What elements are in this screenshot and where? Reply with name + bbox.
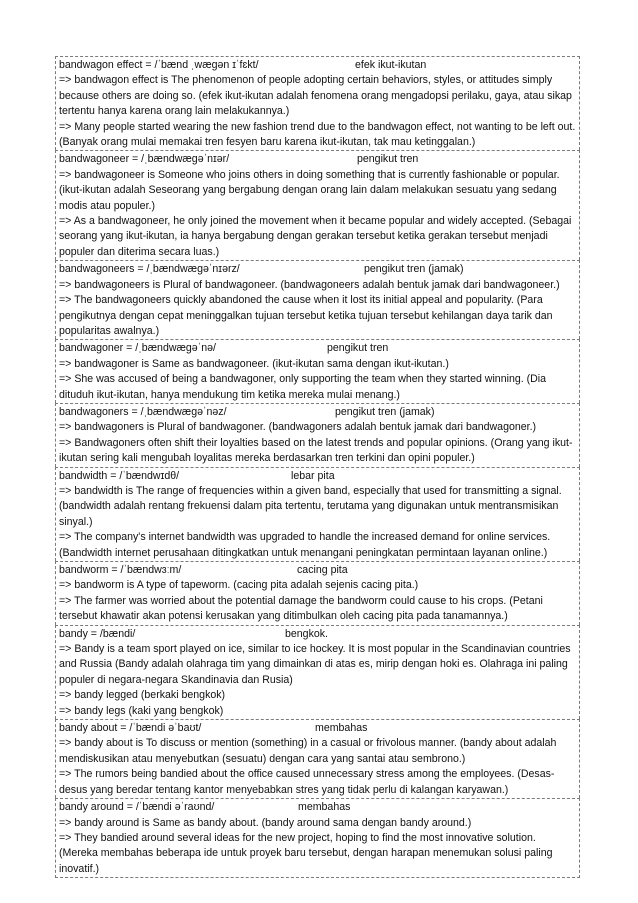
entry-header xyxy=(59,152,576,167)
entry-meaning: membahas xyxy=(315,722,368,735)
entry-header xyxy=(59,341,576,356)
entry-definition: => bandwagon effect is The phenomenon of people adopting certain behaviors, styles, or attitudes simply because others are doing so. (efek ikut-ikutan adalah fenomena orang mengadopsi perilaku, gaya, atau sikap tertentu hanya karena orang lain melakukannya.) xyxy=(59,74,572,118)
entry-term: bandy = /bændi/ xyxy=(59,627,136,640)
entry-example: => Bandwagoners often shift their loyalties based on the latest trends and popular opinions. (Orang yang ikut-ikutan sering kali mengubah loyalitas mereka berdasarkan tren terkini dan opini populer.) xyxy=(59,436,573,465)
entry-meaning: pengikut tren (jamak) xyxy=(335,405,435,418)
entry-header xyxy=(59,721,576,736)
entry-term: bandwidth = /ˈbændwɪdθ/ xyxy=(59,469,180,482)
entry-meaning: pengikut tren (jamak) xyxy=(364,263,464,276)
entry-bandy xyxy=(55,625,580,719)
entry-example: => The farmer was worried about the potential damage the bandworm could cause to his crops. (Petani tersebut khawatir akan potensi kerusakan yang ditimbulkan oleh cacing pita pada tanamannya.) xyxy=(59,594,543,623)
entry-bandwagon-effect xyxy=(55,56,580,150)
entry-bandwagoneer xyxy=(55,150,580,260)
entry-definition: => bandwagoneers is Plural of bandwagoneer. (bandwagoneers adalah bentuk jamak dari bandwagoneer.) xyxy=(59,278,560,291)
entry-meaning: pengikut tren xyxy=(357,153,419,166)
entry-term: bandworm = /ˈbændwɜːm/ xyxy=(59,564,182,576)
dictionary-page xyxy=(55,56,580,878)
entry-example: => The bandwagoneers quickly abandoned the cause when it lost its initial appeal and popularity. (Para pengikutnya dengan cepat meninggalkan tujuan tersebut ketika tujuan tersebut kehilangan daya tarik dan popularitas awalnya.) xyxy=(59,294,553,337)
entry-bandwagoneers xyxy=(55,260,580,339)
entry-example: => Many people started wearing the new fashion trend due to the bandwagon effect, not wanting to be left out. (Banyak orang mulai memakai tren fesyen baru karena ikut-ikutan, tak mau ketinggalan.) xyxy=(59,120,576,149)
entry-definition: => Bandy is a team sport played on ice, similar to ice hockey. It is most popular in the Scandinavian countries and Russia (Bandy adalah olahraga tim yang dimainkan di atas es, mirip dengan hoki es. Olahraga ini paling populer di negara-negara Skandinavia dan Rusia) xyxy=(59,643,571,686)
entry-meaning: bengkok. xyxy=(285,627,328,640)
entry-header xyxy=(59,563,576,578)
entry-example: => bandy legs (kaki yang bengkok) xyxy=(59,704,224,717)
entry-term: bandwagon effect = /ˈbænd ˌwæɡən ɪˈfɛkt/ xyxy=(59,59,259,71)
entry-bandy-about xyxy=(55,719,580,798)
entry-header xyxy=(59,405,576,420)
entry-definition: => bandwagoners is Plural of bandwagoner. (bandwagoners adalah bentuk jamak dari bandwagoner.) xyxy=(59,421,537,434)
entry-bandwidth xyxy=(55,467,580,561)
entry-example: => The rumors being bandied about the office caused unnecessary stress among the employees. (Desas-desus yang beredar tentang kantor menyebabkan stres yang tidak perlu di kalangan karyawan.) xyxy=(59,768,555,796)
entry-meaning: cacing pita xyxy=(297,564,348,576)
entry-term: bandwagoneer = /ˌbændwæɡəˈnɪər/ xyxy=(59,153,230,166)
entry-header xyxy=(59,262,576,277)
entry-example: => She was accused of being a bandwagoner, only supporting the team when they started winning. (Dia dituduh ikut-ikutan, hanya mendukung tim ketika mereka mulai menang.) xyxy=(59,373,547,401)
entry-definition: => bandworm is A type of tapeworm. (cacing pita adalah sejenis cacing pita.) xyxy=(59,579,419,592)
entry-header xyxy=(59,627,576,642)
entry-term: bandy around = /ˈbændi əˈraʊnd/ xyxy=(59,801,215,814)
entry-example: => bandy legged (berkaki bengkok) xyxy=(59,689,226,702)
entry-bandwagoners xyxy=(55,403,580,467)
entry-example: => The company's internet bandwidth was upgraded to handle the increased demand for online services. (Bandwidth internet perusahaan ditingkatkan untuk menangani peningkatan permintaan layanan online.) xyxy=(59,531,551,559)
entry-meaning: efek ikut-ikutan xyxy=(355,59,427,71)
entry-bandwagoner xyxy=(55,339,580,403)
entry-term: bandwagoneers = /ˌbændwæɡəˈnɪərz/ xyxy=(59,263,240,276)
entry-meaning: pengikut tren xyxy=(327,342,389,355)
entry-header xyxy=(59,58,576,73)
entry-definition: => bandwidth is The range of frequencies within a given band, especially that used for transmitting a signal. (bandwidth adalah rentang frekuensi dalam pita tertentu, terutama yang digunakan untuk mentransmisikan sinyal.) xyxy=(59,484,562,528)
entry-header xyxy=(59,469,576,484)
entry-definition: => bandwagoner is Same as bandwagoneer. (ikut-ikutan sama dengan ikut-ikutan.) xyxy=(59,357,449,370)
entry-meaning: lebar pita xyxy=(291,469,335,482)
entry-definition: => bandy about is To discuss or mention (something) in a casual or frivolous manner. (bandy about adalah mendiskusikan atau menyebutkan (sesuatu) dengan cara yang santai atau sembrono.) xyxy=(59,737,557,765)
entry-example: => They bandied around several ideas for the new project, hoping to find the most innovative solution. (Mereka membahas beberapa ide untuk proyek baru tersebut, dengan harapan menemukan solusi paling inovatif.) xyxy=(59,831,553,875)
entry-term: bandy about = /ˈbændi əˈbaʊt/ xyxy=(59,722,202,735)
entry-term: bandwagoners = /ˌbændwæɡəˈnəz/ xyxy=(59,405,227,418)
entry-definition: => bandwagoneer is Someone who joins others in doing something that is currently fashionable or popular. (ikut-ikutan adalah Seseorang yang bergabung dengan orang lain dalam melakukan sesuatu yang sedang modis atau populer.) xyxy=(59,168,560,212)
entry-term: bandwagoner = /ˌbændwæɡəˈnə/ xyxy=(59,342,216,355)
entry-header xyxy=(59,800,576,815)
entry-definition: => bandy around is Same as bandy about. (bandy around sama dengan bandy around.) xyxy=(59,816,472,829)
entry-bandy-around xyxy=(55,798,580,878)
entry-example: => As a bandwagoneer, he only joined the movement when it became popular and widely accepted. (Sebagai seorang yang ikut-ikutan, ia hanya bergabung dengan gerakan tersebut ketika gerakan tersebut menjadi populer dan diterima secara luas.) xyxy=(59,215,572,258)
entry-meaning: membahas xyxy=(298,801,351,814)
entry-bandworm xyxy=(55,561,580,625)
